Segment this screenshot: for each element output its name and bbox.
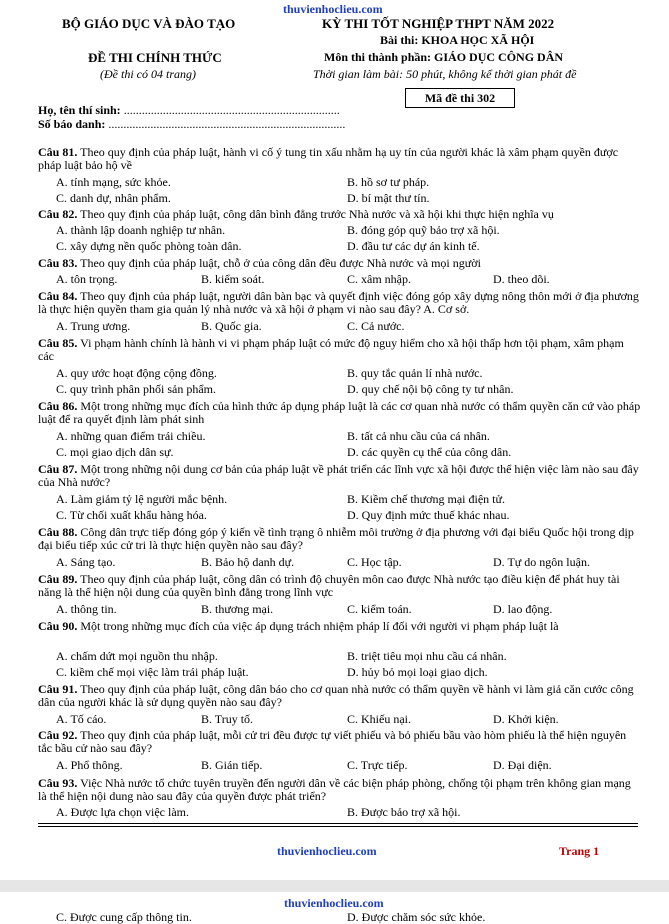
question-text: Việc Nhà nước tổ chức tuyên truyền đến người dân về các biện pháp phòng, chống tội phạm trên không gian mạng là thể hiện nội dung nào sau đây của quyền được phát triển? [38,776,631,803]
question-text: Một trong những mục đích của việc áp dụng trách nhiệm pháp lí đối với người vi phạm pháp luật là [77,619,559,633]
answer-89-c[interactable]: C. kiểm toán. [347,602,412,616]
next-page-watermark[interactable]: thuvienhoclieu.com [284,896,384,910]
answer-90-d[interactable]: D. hủy bỏ mọi loại giao dịch. [347,665,488,679]
answer-84-c[interactable]: C. Cả nước. [347,319,405,333]
question-90 [38,620,642,633]
answer-82-b[interactable]: B. đóng góp quỹ bảo trợ xã hội. [347,223,500,237]
answer-86-b[interactable]: B. tất cả nhu cầu của cá nhân. [347,429,490,443]
footer-watermark[interactable]: thuvienhoclieu.com [277,844,377,858]
answer-90-a[interactable]: A. chấm dứt mọi nguồn thu nhập. [56,649,218,663]
answer-91-c[interactable]: C. Khiếu nại. [347,712,411,726]
answer-85-d[interactable]: D. quy chế nội bộ công ty tư nhân. [347,382,514,396]
answer-90-c[interactable]: C. kiềm chế mọi việc làm trái pháp luật. [56,665,249,679]
question-92 [38,729,642,755]
question-text: Theo quy định của pháp luật, công dân báo cho cơ quan nhà nước có thẩm quyền về hành vi làm giả căn cước công dân của người khác là sử dụng quyền nào sau đây? [38,682,634,709]
answer-85-a[interactable]: A. quy ước hoạt động cộng đồng. [56,366,217,380]
question-text: Công dân trực tiếp đóng góp ý kiến về tình trạng ô nhiễm môi trường ở địa phương với đại biểu Quốc hội trong dịp đại biểu tiếp xúc cử tri là thực hiện quyền nào sau đây? [38,525,634,552]
question-text: Theo quy định của pháp luật, mỗi cử tri đều được tự viết phiếu và bỏ phiếu bầu vào hòm phiếu là thể hiện nguyên tắc bầu cử nào sau đây? [38,728,627,755]
answer-86-c[interactable]: C. mọi giao dịch dân sự. [56,445,174,459]
answer-83-b[interactable]: B. kiểm soát. [201,272,265,286]
answer-81-d[interactable]: D. bí mật thư tín. [347,191,430,205]
question-88 [38,526,642,552]
exam-subject: Bài thi: KHOA HỌC XÃ HỘI [380,33,535,47]
question-text: Theo quy định của pháp luật, chỗ ở của công dân đều được Nhà nước và mọi người [77,256,481,270]
question-83 [38,257,642,270]
candidate-name-field[interactable]: ........................................................................ [123,103,340,117]
question-84 [38,290,642,316]
time-note: Thời gian làm bài: 50 phút, không kể thời gian phát đề [313,67,577,81]
answer-92-b[interactable]: B. Gián tiếp. [201,758,263,772]
answer-83-a[interactable]: A. tôn trọng. [56,272,118,286]
question-93 [38,777,642,803]
candidate-id-row [38,117,345,132]
question-number: Câu 84. [38,289,78,303]
watermark-top[interactable]: thuvienhoclieu.com [283,2,383,16]
question-text: Vi phạm hành chính là hành vi vi phạm pháp luật có mức độ nguy hiểm cho xã hội thấp hơn tội phạm, xâm phạm các [38,336,624,363]
answer-86-d[interactable]: D. các quyền cụ thể của công dân. [347,445,512,459]
answer-93-b[interactable]: B. Được bảo trợ xã hội. [347,805,461,819]
official-label: ĐỀ THI CHÍNH THỨC [88,50,222,65]
answer-87-d[interactable]: D. Quy định mức thuế khác nhau. [347,508,510,522]
question-81 [38,146,642,172]
exam-code: Mã đề thi 302 [424,91,496,105]
component-subject: Môn thi thành phần: GIÁO DỤC CÔNG DÂN [324,50,564,64]
question-86 [38,400,642,426]
answer-90-b[interactable]: B. triệt tiêu mọi nhu cầu cá nhân. [347,649,507,663]
question-91 [38,683,642,709]
answer-82-a[interactable]: A. thành lập doanh nghiệp tư nhân. [56,223,226,237]
question-text: Một trong những mục đích của hình thức áp dụng pháp luật là các cơ quan nhà nước có thẩm quyền căn cứ vào pháp luật để ra quyết định làm phát sinh [38,399,641,426]
answer-81-b[interactable]: B. hồ sơ tư pháp. [347,175,430,189]
exam-code-box [405,88,515,108]
question-number: Câu 92. [38,728,78,742]
answer-83-c[interactable]: C. xâm nhập. [347,272,411,286]
question-number: Câu 93. [38,776,78,790]
question-number: Câu 86. [38,399,78,413]
answer-88-a[interactable]: A. Sáng tạo. [56,555,116,569]
answer-88-b[interactable]: B. Bảo hộ danh dự. [201,555,295,569]
answer-83-d[interactable]: D. theo dõi. [493,272,550,286]
question-text: Theo quy định của pháp luật, người dân bàn bạc và quyết định việc đóng góp xây dựng nông thôn mới ở địa phương là thực hiện quyền tham gia quản lý nhà nước và xã hội ở phạm vi nào sau đây? A. Cơ sở. [38,289,639,316]
question-number: Câu 87. [38,462,78,476]
pages-note: (Đề thi có 04 trang) [100,67,196,81]
next-page [0,892,669,924]
answer-91-b[interactable]: B. Truy tố. [201,712,254,726]
answer-85-c[interactable]: C. quy trình phân phối sản phẩm. [56,382,216,396]
answer-84-b[interactable]: B. Quốc gia. [201,319,262,333]
answer-87-a[interactable]: A. Làm giảm tỷ lệ người mắc bệnh. [56,492,228,506]
question-text: Theo quy định của pháp luật, công dân bình đẳng trước Nhà nước và xã hội khi thực hiện nghĩa vụ [77,207,554,221]
answer-87-c[interactable]: C. Từ chối xuất khẩu hàng hóa. [56,508,207,522]
answer-89-a[interactable]: A. thông tin. [56,602,117,616]
question-number: Câu 85. [38,336,78,350]
answer-81-a[interactable]: A. tính mạng, sức khỏe. [56,175,171,189]
candidate-name-label: Họ, tên thí sinh: [38,103,124,117]
answer-92-d[interactable]: D. Đại diện. [493,758,552,772]
question-number: Câu 91. [38,682,78,696]
question-text: Một trong những nội dung cơ bản của pháp luật về phát triển các lĩnh vực xã hội được thể hiện việc làm nào sau đây của Nhà nước? [38,462,639,489]
answer-91-d[interactable]: D. Khởi kiện. [493,712,559,726]
answer-87-b[interactable]: B. Kiềm chế thương mại điện tử. [347,492,505,506]
answer-84-a[interactable]: A. Trung ương. [56,319,131,333]
question-87 [38,463,642,489]
page-separator [0,880,669,892]
answer-93-d[interactable]: D. Được chăm sóc sức khỏe. [347,910,486,924]
candidate-id-field[interactable]: ............................................................................... [108,117,346,131]
question-number: Câu 89. [38,572,78,586]
answer-88-c[interactable]: C. Học tập. [347,555,402,569]
answer-91-a[interactable]: A. Tố cáo. [56,712,107,726]
footer-rule-2 [38,826,638,827]
question-number: Câu 83. [38,256,78,270]
page-number: Trang 1 [559,844,600,858]
question-number: Câu 90. [38,619,78,633]
answer-93-c[interactable]: C. Được cung cấp thông tin. [56,910,192,924]
question-89 [38,573,642,599]
answer-89-d[interactable]: D. lao động. [493,602,553,616]
answer-82-d[interactable]: D. đầu tư các dự án kinh tế. [347,239,480,253]
question-82 [38,208,642,221]
answer-92-a[interactable]: A. Phổ thông. [56,758,123,772]
footer-rule [38,823,638,824]
answer-85-b[interactable]: B. quy tắc quản lí nhà nước. [347,366,483,380]
question-number: Câu 82. [38,207,78,221]
answer-81-c[interactable]: C. danh dự, nhân phẩm. [56,191,171,205]
question-85 [38,337,642,363]
question-text: Theo quy định của pháp luật, hành vi cố ý tung tin xấu nhằm hạ uy tín của người khác là xâm phạm quyền được pháp luật bảo hộ về [38,145,619,172]
answer-86-a[interactable]: A. những quan điểm trái chiều. [56,429,206,443]
exam-title: KỲ THI TỐT NGHIỆP THPT NĂM 2022 [322,16,555,31]
candidate-name-row [38,103,340,118]
answer-88-d[interactable]: D. Tự do ngôn luận. [493,555,590,569]
question-text: Theo quy định của pháp luật, công dân có trình độ chuyên môn cao được Nhà nước tạo điều kiện để phát huy tài năng là thể hiện nội dung của quyền bình đẳng trong lĩnh vực [38,572,620,599]
candidate-id-label: Số báo danh: [38,117,109,131]
answer-92-c[interactable]: C. Trực tiếp. [347,758,408,772]
question-number: Câu 81. [38,145,78,159]
answer-89-b[interactable]: B. thương mại. [201,602,274,616]
question-number: Câu 88. [38,525,78,539]
answer-82-c[interactable]: C. xây dựng nền quốc phòng toàn dân. [56,239,242,253]
answer-93-a[interactable]: A. Được lựa chọn việc làm. [56,805,189,819]
ministry-name: BỘ GIÁO DỤC VÀ ĐÀO TẠO [62,16,236,31]
